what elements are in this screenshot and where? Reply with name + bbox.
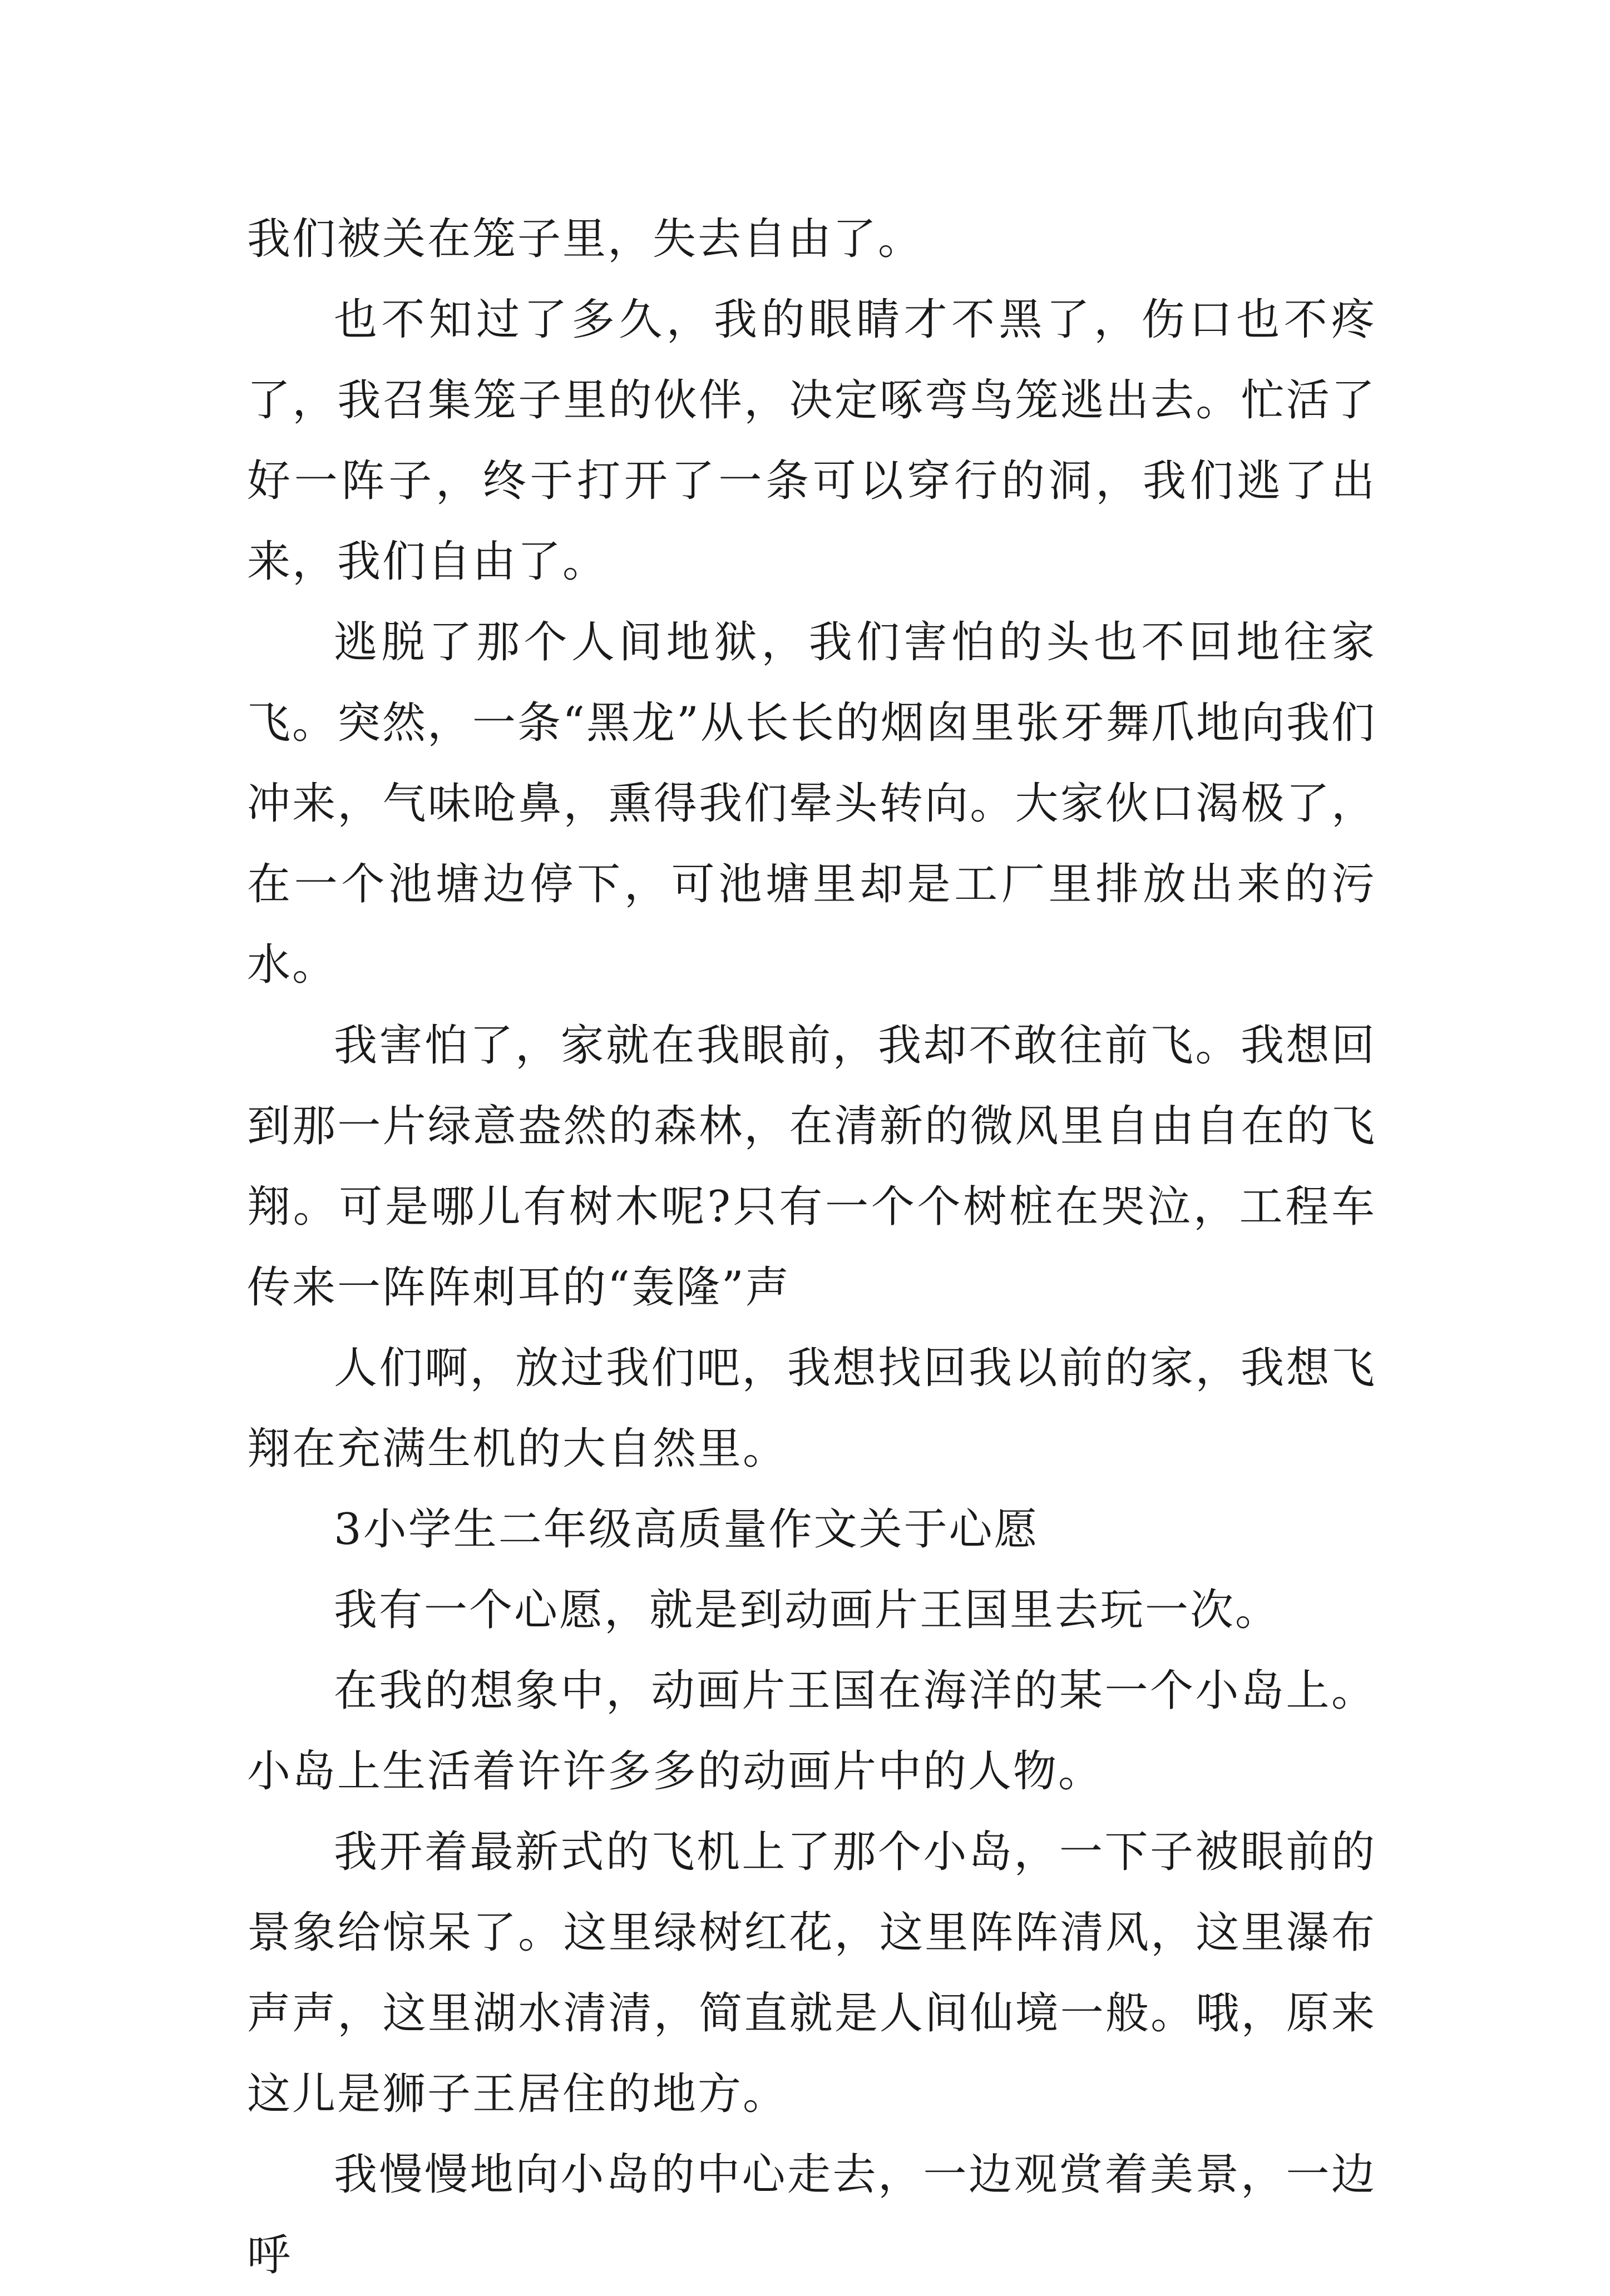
document-body bbox=[247, 199, 1376, 2296]
paragraph: 也不知过了多久，我的眼睛才不黑了，伤口也不疼了，我召集笼子里的伙伴，决定啄弯鸟笼逃出去。忙活了好一阵子，终于打开了一条可以穿行的洞，我们逃了出来，我们自由了。 bbox=[247, 295, 1376, 587]
section-heading: 3小学生二年级高质量作文关于心愿 bbox=[334, 1505, 1039, 1555]
paragraph: 我开着最新式的飞机上了那个小岛，一下子被眼前的景象给惊呆了。这里绿树红花，这里阵阵清风，这里瀑布声声，这里湖水清清，简直就是人间仙境一般。哦，原来这儿是狮子王居住的地方。 bbox=[247, 1827, 1376, 2119]
paragraph: 我有一个心愿，就是到动画片王国里去玩一次。 bbox=[334, 1585, 1281, 1635]
paragraph: 我害怕了，家就在我眼前，我却不敢往前飞。我想回到那一片绿意盎然的森林，在清新的微风里自由自在的飞翔。可是哪儿有树木呢?只有一个个树桩在哭泣，工程车传来一阵阵刺耳的“轰隆”声 bbox=[247, 1021, 1376, 1313]
paragraph-continuation: 我们被关在笼子里，失去自由了。 bbox=[247, 214, 923, 264]
paragraph: 逃脱了那个人间地狱，我们害怕的头也不回地往家飞。突然，一条“黑龙”从长长的烟囱里张牙舞爪地向我们冲来，气味呛鼻，熏得我们晕头转向。大家伙口渴极了，在一个池塘边停下，可池塘里却是工厂里排放出来的污水。 bbox=[247, 617, 1376, 990]
paragraph: 人们啊，放过我们吧，我想找回我以前的家，我想飞翔在充满生机的大自然里。 bbox=[247, 1343, 1376, 1474]
paragraph: 在我的想象中，动画片王国在海洋的某一个小岛上。小岛上生活着许许多多的动画片中的人物。 bbox=[247, 1666, 1376, 1797]
paragraph: 我慢慢地向小岛的中心走去，一边观赏着美景，一边呼 bbox=[247, 2150, 1376, 2280]
